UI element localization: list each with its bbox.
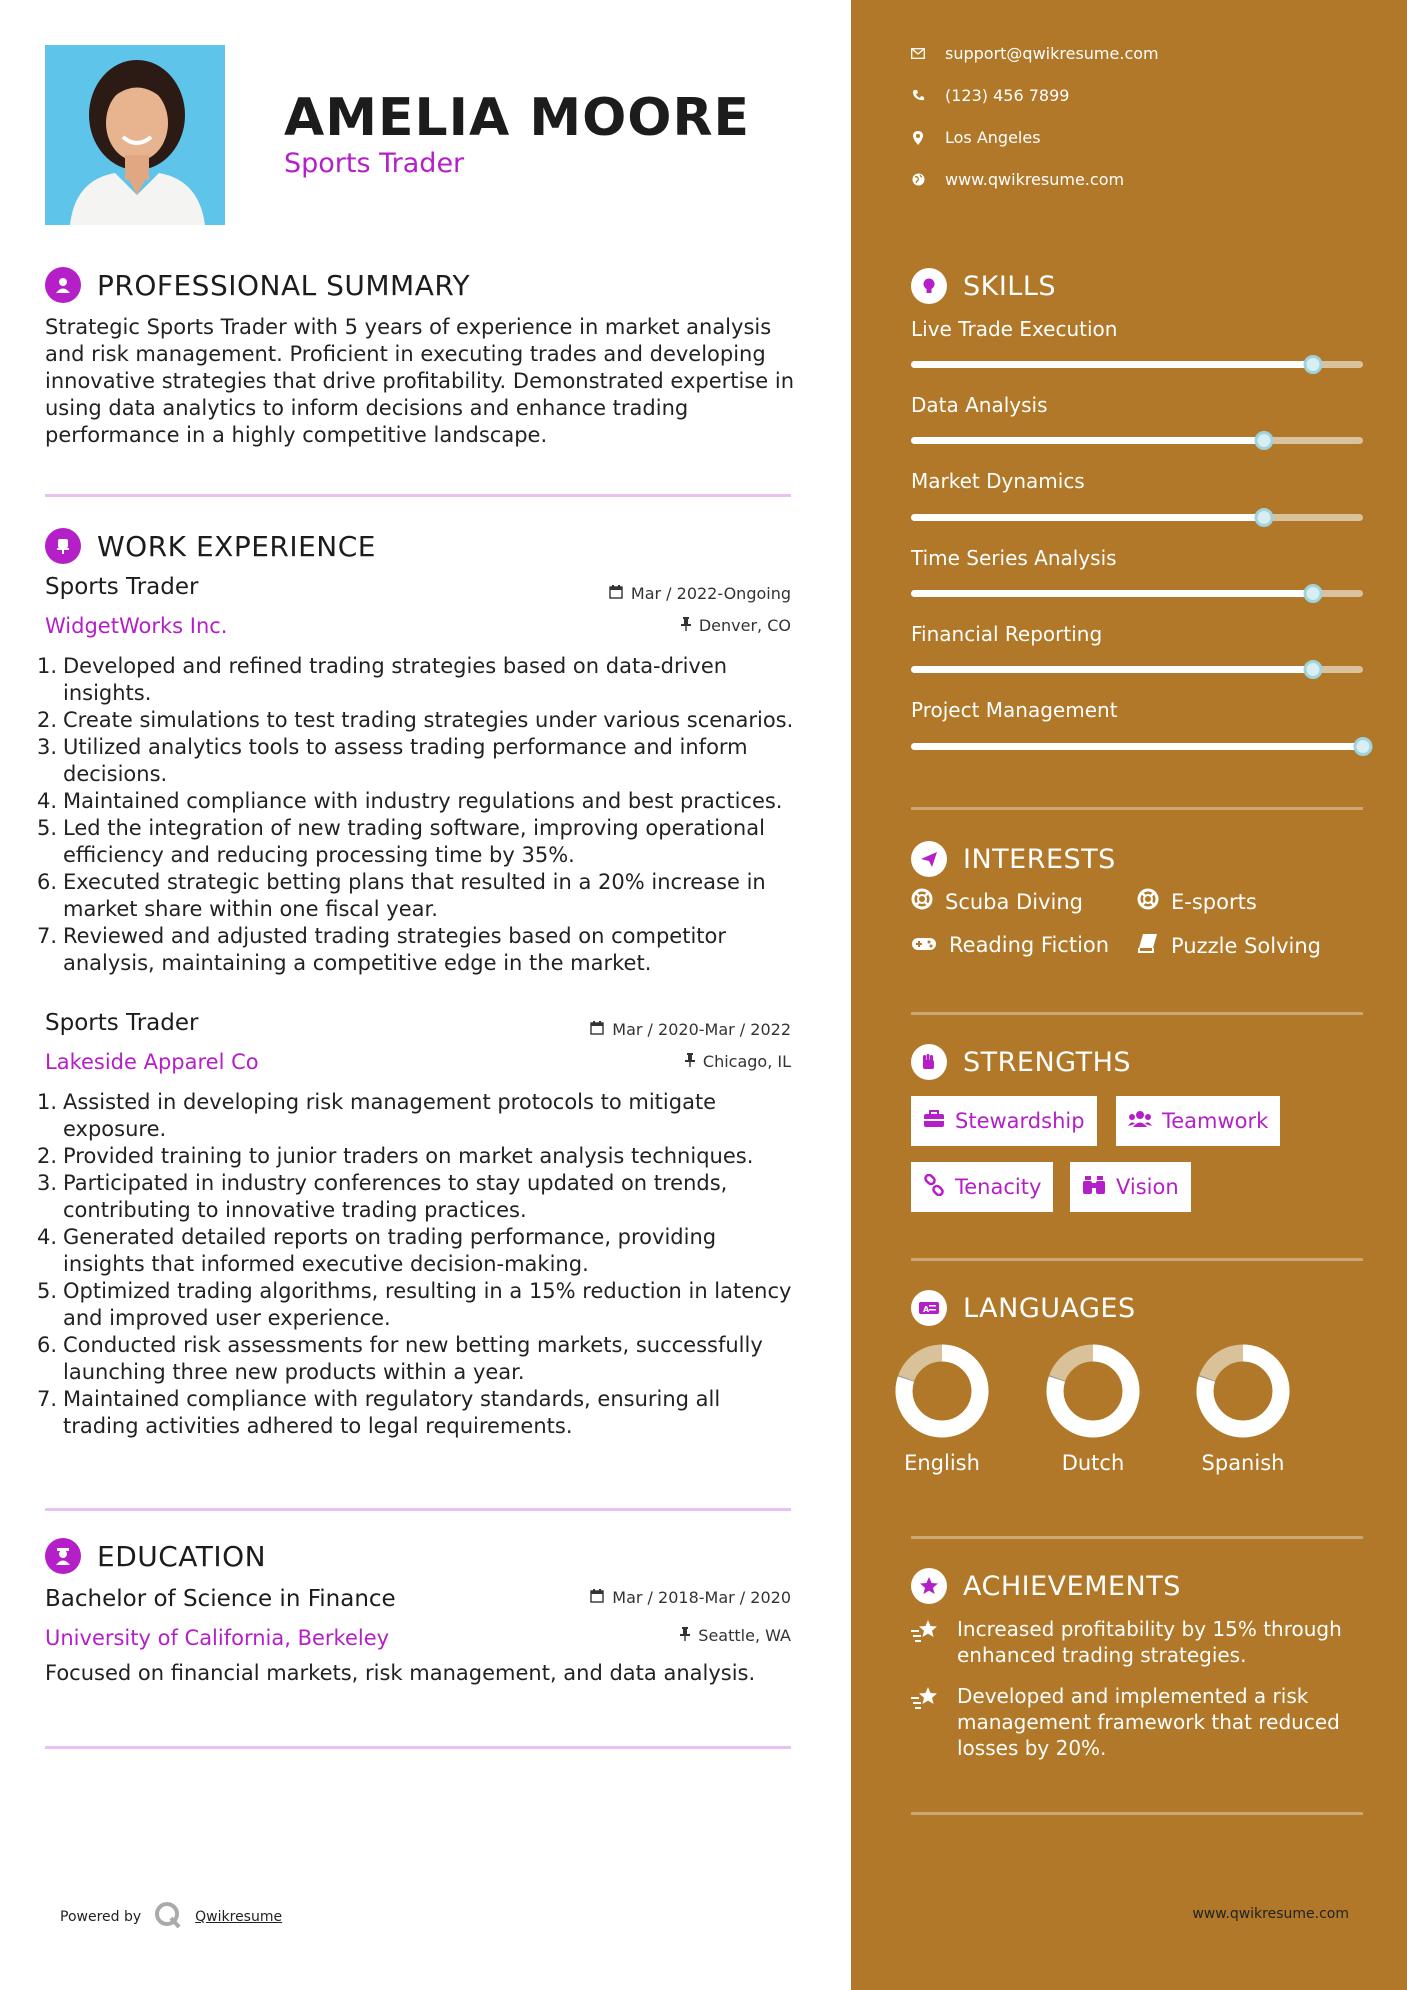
contact-email[interactable]: support@qwikresume.com bbox=[911, 44, 1159, 63]
gamepad-icon bbox=[911, 933, 937, 957]
list-item: 7. Maintained compliance with regulatory standards, ensuring all trading activities adhered to legal requirements. bbox=[37, 1387, 721, 1438]
job-location bbox=[681, 616, 791, 635]
list-item: 3. Participated in industry conferences to stay updated on trends, contributing to innovative trading practices. bbox=[37, 1171, 728, 1222]
pin-icon bbox=[681, 616, 691, 635]
achievement-item: Increased profitability by 15% through enhanced trading strategies. bbox=[911, 1616, 1371, 1668]
education-location bbox=[680, 1626, 791, 1645]
strength-badge: Tenacity bbox=[911, 1162, 1053, 1212]
list-item: 4. Maintained compliance with industry regulations and best practices. bbox=[37, 789, 783, 813]
skill-handle bbox=[1254, 508, 1273, 527]
lifebuoy-icon bbox=[911, 888, 933, 915]
list-item: 1. Assisted in developing risk management protocols to mitigate exposure. bbox=[37, 1090, 717, 1141]
list-item: 1. Developed and refined trading strategies based on data-driven insights. bbox=[37, 654, 728, 705]
job-date-text: Mar / 2022-Ongoing bbox=[630, 584, 791, 603]
language-label: Dutch bbox=[1061, 1451, 1125, 1475]
list-item: 2. Create simulations to test trading strategies under various scenarios. bbox=[37, 708, 794, 732]
skill-handle bbox=[1304, 584, 1323, 603]
language-label: English bbox=[904, 1451, 980, 1475]
candidate-role: Sports Trader bbox=[284, 148, 465, 179]
languages-title: LANGUAGES bbox=[963, 1292, 1136, 1324]
skill-fill bbox=[911, 666, 1313, 673]
phone-icon bbox=[911, 89, 925, 102]
map-marker-icon bbox=[911, 131, 925, 145]
job-date bbox=[609, 584, 791, 603]
contact-phone[interactable]: (123) 456 7899 bbox=[911, 86, 1069, 105]
skill-label: Financial Reporting bbox=[911, 622, 1103, 646]
school-name: University of California, Berkeley bbox=[45, 1626, 390, 1650]
calendar-icon bbox=[590, 1020, 604, 1039]
shooting-star-icon bbox=[911, 1616, 945, 1668]
section-divider bbox=[911, 1536, 1363, 1539]
strength-badge: Vision bbox=[1070, 1162, 1191, 1212]
users-icon bbox=[1128, 1109, 1152, 1133]
section-divider bbox=[911, 1812, 1363, 1815]
translate-icon bbox=[911, 1290, 947, 1326]
skill-label: Project Management bbox=[911, 698, 1118, 722]
sidebar bbox=[851, 0, 1407, 1990]
skill-bar bbox=[911, 743, 1363, 750]
strength-badge: Stewardship bbox=[911, 1096, 1097, 1146]
skills-title: SKILLS bbox=[963, 270, 1057, 302]
summary-heading bbox=[45, 267, 470, 303]
shooting-star-icon bbox=[911, 1683, 945, 1761]
pin-icon bbox=[685, 1052, 695, 1071]
skill-fill bbox=[911, 437, 1264, 444]
book-icon bbox=[1137, 933, 1159, 958]
list-item: 4. Generated detailed reports on trading performance, providing insights that informed executive decision-making. bbox=[37, 1225, 717, 1276]
powered-by-label: Powered by bbox=[60, 1909, 142, 1925]
strengths-title: STRENGTHS bbox=[963, 1046, 1132, 1078]
globe-icon bbox=[911, 173, 925, 186]
briefcase-icon bbox=[923, 1109, 945, 1133]
list-item: 5. Led the integration of new trading software, improving operational efficiency and reducing processing time by 35%. bbox=[37, 816, 765, 867]
job-date-text: Mar / 2020-Mar / 2022 bbox=[612, 1020, 791, 1039]
education-title: EDUCATION bbox=[97, 1539, 267, 1573]
language-item bbox=[877, 1343, 1007, 1475]
skill-bar bbox=[911, 666, 1363, 673]
achievements-heading bbox=[911, 1568, 1181, 1604]
paper-plane-icon bbox=[911, 841, 947, 877]
job-date bbox=[590, 1020, 791, 1039]
skill-bar bbox=[911, 514, 1363, 521]
section-divider bbox=[45, 1508, 791, 1511]
svg-text:A: A bbox=[923, 1305, 930, 1314]
envelope-icon bbox=[911, 48, 925, 59]
language-label: Spanish bbox=[1201, 1451, 1285, 1475]
language-item bbox=[1178, 1343, 1308, 1475]
graduate-icon bbox=[45, 1538, 81, 1574]
job-responsibilities bbox=[37, 653, 797, 977]
job-location-text: Denver, CO bbox=[698, 616, 791, 635]
job-title: Sports Trader bbox=[45, 1010, 199, 1036]
list-item: 6. Executed strategic betting plans that resulted in a 20% increase in market share within one fiscal year. bbox=[37, 870, 766, 921]
summary-text: Strategic Sports Trader with 5 years of experience in market analysis and risk management. Proficient in executing trades and developing innovative strategies that drive profitability. Demonstrated expertise in using data analytics to inform decisions and enhance trading performance in a highly competitive landscape. bbox=[45, 315, 795, 447]
calendar-icon bbox=[609, 584, 623, 603]
skill-label: Live Trade Execution bbox=[911, 317, 1118, 341]
skill-fill bbox=[911, 514, 1264, 521]
achievement-item: Developed and implemented a risk management framework that reduced losses by 20%. bbox=[911, 1683, 1371, 1761]
section-divider bbox=[911, 807, 1363, 810]
contact-website[interactable]: www.qwikresume.com bbox=[911, 170, 1124, 189]
education-description: Focused on financial markets, risk management, and data analysis. bbox=[45, 1661, 756, 1685]
job-company: WidgetWorks Inc. bbox=[45, 614, 228, 638]
pin-icon bbox=[680, 1626, 690, 1645]
education-heading bbox=[45, 1538, 266, 1574]
interest-item: Puzzle Solving bbox=[1137, 933, 1321, 958]
list-item: 7. Reviewed and adjusted trading strategies based on competitor analysis, maintaining a competitive edge in the market. bbox=[37, 924, 727, 975]
job-company: Lakeside Apparel Co bbox=[45, 1050, 259, 1074]
job-title: Sports Trader bbox=[45, 574, 199, 600]
chair-icon bbox=[45, 528, 81, 564]
skill-handle bbox=[1254, 431, 1273, 450]
skill-handle bbox=[1304, 355, 1323, 374]
job-location-text: Chicago, IL bbox=[702, 1052, 791, 1071]
education-date-text: Mar / 2018-Mar / 2020 bbox=[612, 1588, 791, 1607]
skill-fill bbox=[911, 743, 1363, 750]
qwikresume-logo-icon bbox=[153, 1900, 183, 1934]
education-date bbox=[590, 1588, 791, 1607]
profile-photo bbox=[45, 45, 225, 225]
section-divider bbox=[45, 494, 791, 497]
link-icon bbox=[923, 1174, 945, 1201]
interest-item: Scuba Diving bbox=[911, 888, 1083, 915]
interest-item: E-sports bbox=[1137, 888, 1257, 915]
interests-heading bbox=[911, 841, 1116, 877]
job-location bbox=[685, 1052, 791, 1071]
skill-fill bbox=[911, 590, 1313, 597]
list-item: 6. Conducted risk assessments for new betting markets, successfully launching three new products within a year. bbox=[37, 1333, 763, 1384]
language-ring bbox=[894, 1343, 990, 1439]
star-icon bbox=[911, 1568, 947, 1604]
skill-handle bbox=[1354, 737, 1373, 756]
experience-heading bbox=[45, 528, 376, 564]
list-item: 3. Utilized analytics tools to assess trading performance and inform decisions. bbox=[37, 735, 748, 786]
user-icon bbox=[45, 267, 81, 303]
language-ring bbox=[1195, 1343, 1291, 1439]
skill-label: Time Series Analysis bbox=[911, 546, 1117, 570]
fist-icon bbox=[911, 1044, 947, 1080]
summary-title: PROFESSIONAL SUMMARY bbox=[97, 268, 471, 302]
skill-bar bbox=[911, 361, 1363, 368]
strengths-heading bbox=[911, 1044, 1131, 1080]
qwikresume-link[interactable]: Qwikresume bbox=[195, 1909, 283, 1925]
achievements-title: ACHIEVEMENTS bbox=[963, 1570, 1181, 1602]
experience-title: WORK EXPERIENCE bbox=[97, 529, 376, 563]
section-divider bbox=[911, 1258, 1363, 1261]
skill-fill bbox=[911, 361, 1313, 368]
section-divider bbox=[911, 1012, 1363, 1015]
language-ring bbox=[1045, 1343, 1141, 1439]
candidate-name: AMELIA MOORE bbox=[284, 88, 751, 148]
language-item bbox=[1028, 1343, 1158, 1475]
section-divider bbox=[45, 1746, 791, 1749]
binoculars-icon bbox=[1082, 1175, 1106, 1200]
skill-bar bbox=[911, 590, 1363, 597]
skills-heading bbox=[911, 268, 1056, 304]
job-responsibilities bbox=[37, 1089, 797, 1440]
list-item: 2. Provided training to junior traders on market analysis techniques. bbox=[37, 1144, 754, 1168]
calendar-icon bbox=[590, 1588, 604, 1607]
lightbulb-icon bbox=[911, 268, 947, 304]
degree-title: Bachelor of Science in Finance bbox=[45, 1586, 396, 1612]
lifebuoy-icon bbox=[1137, 888, 1159, 915]
languages-heading bbox=[911, 1290, 1136, 1326]
strength-badge: Teamwork bbox=[1116, 1096, 1280, 1146]
footer-website[interactable]: www.qwikresume.com bbox=[1192, 1906, 1349, 1922]
skill-bar bbox=[911, 437, 1363, 444]
education-location-text: Seattle, WA bbox=[698, 1626, 791, 1645]
skill-label: Market Dynamics bbox=[911, 469, 1085, 493]
interest-item: Reading Fiction bbox=[911, 933, 1109, 957]
skill-handle bbox=[1304, 660, 1323, 679]
interests-title: INTERESTS bbox=[963, 843, 1116, 875]
powered-by bbox=[60, 1900, 282, 1934]
list-item: 5. Optimized trading algorithms, resulting in a 15% reduction in latency and improved user experience. bbox=[37, 1279, 792, 1330]
skill-label: Data Analysis bbox=[911, 393, 1048, 417]
contact-location: Los Angeles bbox=[911, 128, 1041, 147]
